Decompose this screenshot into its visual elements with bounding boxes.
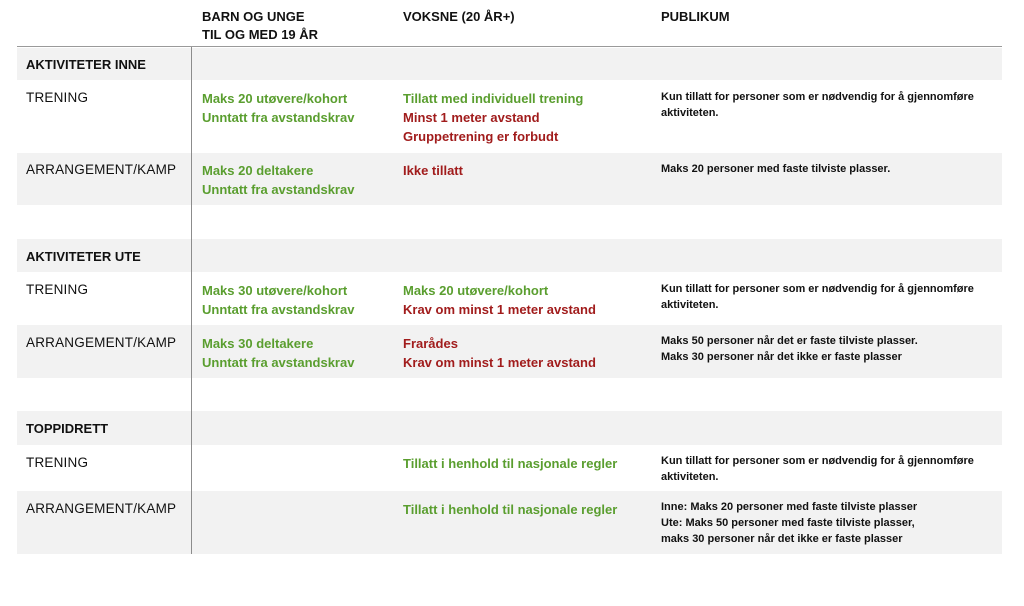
cell-topp-trening-publikum: Kun tillatt for personer som er nødvendig for å gjennomføre aktiviteten.	[661, 455, 974, 483]
cell-ute-arrangement-voksne	[403, 334, 596, 372]
row-label-topp-trening: TRENING	[26, 455, 89, 470]
row-label-ute-trening: TRENING	[26, 282, 89, 297]
cell-line: Unntatt fra avstandskrav	[202, 182, 355, 197]
cell-line: Krav om minst 1 meter avstand	[403, 355, 596, 370]
cell-line: Maks 20 utøvere/kohort	[403, 283, 549, 298]
cell-inne-trening-barn	[202, 89, 354, 127]
band-ute-title	[17, 239, 1002, 272]
band-topp-title	[17, 411, 1002, 445]
row-label-inne-arrangement: ARRANGEMENT/KAMP	[26, 162, 177, 177]
cell-ute-trening-voksne	[403, 281, 596, 319]
cell-line: Frarådes	[403, 336, 458, 351]
cell-line: Unntatt fra avstandskrav	[202, 302, 355, 317]
cell-line: Tillatt med individuell trening	[403, 91, 584, 106]
cell-ute-trening-publikum: Kun tillatt for personer som er nødvendig for å gjennomføre aktiviteten.	[661, 283, 974, 311]
cell-line: Maks 30 deltakere	[202, 336, 314, 351]
header-publikum: PUBLIKUM	[661, 9, 730, 24]
cell-inne-trening-publikum: Kun tillatt for personer som er nødvendig for å gjennomføre aktiviteten.	[661, 91, 974, 119]
cell-topp-trening-voksne: Tillatt i henhold til nasjonale regler	[403, 456, 618, 471]
header-barn-og-unge	[202, 8, 318, 44]
cell-ute-arrangement-publikum	[661, 333, 999, 365]
row-label-inne-trening: TRENING	[26, 90, 89, 105]
cell-inne-arrangement-voksne	[403, 161, 463, 180]
band-inne-title	[17, 48, 1002, 80]
cell-line: Maks 20 deltakere	[202, 163, 314, 178]
cell-line: maks 30 personer når det ikke er faste plasser	[661, 533, 903, 545]
section-title-inne: AKTIVITETER INNE	[26, 57, 146, 72]
header-barn-line-1: BARN OG UNGE	[202, 9, 305, 24]
cell-line: Unntatt fra avstandskrav	[202, 110, 355, 125]
cell-line: Krav om minst 1 meter avstand	[403, 302, 596, 317]
cell-inne-arrangement-publikum: Maks 20 personer med faste tilviste plasser.	[661, 163, 891, 175]
row-label-ute-arrangement: ARRANGEMENT/KAMP	[26, 335, 177, 350]
cell-line: Minst 1 meter avstand	[403, 110, 540, 125]
cell-line: Maks 50 personer når det er faste tilviste plasser.	[661, 335, 918, 347]
header-barn-line-2: TIL OG MED 19 ÅR	[202, 27, 319, 42]
row-label-topp-arrangement: ARRANGEMENT/KAMP	[26, 501, 177, 516]
header-voksne: VOKSNE (20 ÅR+)	[403, 9, 515, 24]
cell-topp-arrangement-publikum	[661, 499, 999, 547]
cell-line: Unntatt fra avstandskrav	[202, 355, 355, 370]
cell-line: Gruppetrening er forbudt	[403, 129, 559, 144]
cell-line: Inne: Maks 20 personer med faste tilviste plasser	[661, 501, 918, 513]
cell-ute-trening-barn	[202, 281, 354, 319]
cell-line: Maks 30 utøvere/kohort	[202, 283, 348, 298]
header-divider	[17, 46, 1002, 47]
cell-inne-arrangement-barn	[202, 161, 354, 199]
column-divider	[191, 47, 192, 554]
cell-line: Maks 30 personer når det ikke er faste plasser	[661, 351, 902, 363]
section-title-topp: TOPPIDRETT	[26, 421, 109, 436]
cell-inne-trening-voksne	[403, 89, 583, 146]
cell-ute-arrangement-barn	[202, 334, 354, 372]
cell-line: Ute: Maks 50 personer med faste tilviste plasser,	[661, 517, 915, 529]
cell-line: Ikke tillatt	[403, 163, 463, 178]
cell-topp-arrangement-voksne: Tillatt i henhold til nasjonale regler	[403, 502, 618, 517]
cell-line: Maks 20 utøvere/kohort	[202, 91, 348, 106]
section-title-ute: AKTIVITETER UTE	[26, 249, 141, 264]
